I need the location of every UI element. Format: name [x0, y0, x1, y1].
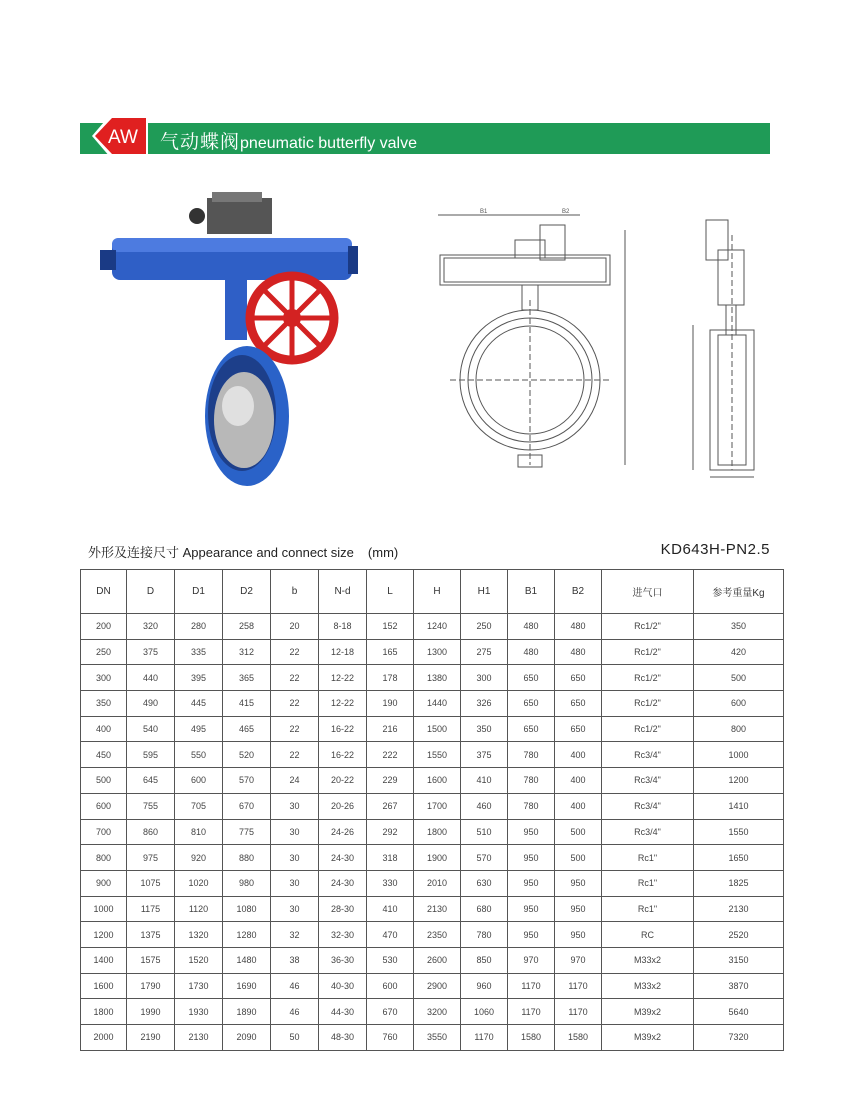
table-cell: 1120: [175, 896, 223, 922]
table-cell: 20-22: [319, 768, 367, 794]
table-cell: 30: [271, 845, 319, 871]
table-cell: 2130: [175, 1025, 223, 1051]
table-cell: 250: [461, 614, 508, 640]
table-cell: 1280: [223, 922, 271, 948]
table-cell: 2520: [694, 922, 784, 948]
table-cell: 275: [461, 639, 508, 665]
table-cell: 650: [555, 691, 602, 717]
table-cell: M33x2: [602, 947, 694, 973]
column-header: 参考重量Kg: [694, 570, 784, 614]
table-cell: 12-22: [319, 665, 367, 691]
table-row: [81, 819, 784, 845]
table-cell: 2130: [694, 896, 784, 922]
table-cell: 30: [271, 819, 319, 845]
table-cell: M33x2: [602, 973, 694, 999]
table-cell: 1375: [127, 922, 175, 948]
table-cell: 465: [223, 716, 271, 742]
table-cell: 335: [175, 639, 223, 665]
table-cell: 650: [555, 716, 602, 742]
table-cell: 950: [555, 896, 602, 922]
table-cell: 600: [175, 768, 223, 794]
table-cell: 540: [127, 716, 175, 742]
table-cell: 400: [555, 793, 602, 819]
table-cell: 50: [271, 1025, 319, 1051]
table-cell: 1550: [414, 742, 461, 768]
table-cell: 1170: [555, 973, 602, 999]
table-cell: 250: [81, 639, 127, 665]
table-cell: 470: [367, 922, 414, 948]
table-cell: 600: [81, 793, 127, 819]
table-cell: 1175: [127, 896, 175, 922]
table-cell: 510: [461, 819, 508, 845]
table-cell: 1730: [175, 973, 223, 999]
table-heading: [80, 542, 770, 564]
table-cell: 20: [271, 614, 319, 640]
table-cell: 680: [461, 896, 508, 922]
table-cell: 705: [175, 793, 223, 819]
table-cell: 1170: [508, 973, 555, 999]
table-cell: 1200: [81, 922, 127, 948]
table-cell: Rc3/4": [602, 819, 694, 845]
table-cell: 1480: [223, 947, 271, 973]
table-cell: 292: [367, 819, 414, 845]
table-cell: 420: [694, 639, 784, 665]
table-row: [81, 922, 784, 948]
table-cell: 365: [223, 665, 271, 691]
table-cell: 30: [271, 793, 319, 819]
table-cell: Rc3/4": [602, 768, 694, 794]
table-cell: 32: [271, 922, 319, 948]
table-cell: 650: [508, 691, 555, 717]
table-cell: 22: [271, 742, 319, 768]
table-cell: 520: [223, 742, 271, 768]
table-cell: 28-30: [319, 896, 367, 922]
table-cell: 1825: [694, 870, 784, 896]
table-cell: 2900: [414, 973, 461, 999]
table-cell: 2600: [414, 947, 461, 973]
column-header: B1: [508, 570, 555, 614]
table-cell: 300: [81, 665, 127, 691]
table-cell: 1500: [414, 716, 461, 742]
column-header: D1: [175, 570, 223, 614]
table-cell: 1000: [694, 742, 784, 768]
table-cell: 1440: [414, 691, 461, 717]
column-header: DN: [81, 570, 127, 614]
table-cell: 2130: [414, 896, 461, 922]
table-cell: 775: [223, 819, 271, 845]
table-cell: 300: [461, 665, 508, 691]
table-cell: 330: [367, 870, 414, 896]
table-row: [81, 716, 784, 742]
table-cell: 1080: [223, 896, 271, 922]
table-cell: Rc1": [602, 896, 694, 922]
table-cell: 216: [367, 716, 414, 742]
table-cell: 950: [508, 922, 555, 948]
valve-photo: [92, 188, 362, 493]
table-row: [81, 999, 784, 1025]
table-cell: Rc1": [602, 845, 694, 871]
table-cell: 326: [461, 691, 508, 717]
table-cell: M39x2: [602, 1025, 694, 1051]
table-cell: 760: [367, 1025, 414, 1051]
table-cell: 700: [81, 819, 127, 845]
table-cell: 1170: [461, 1025, 508, 1051]
table-cell: 350: [81, 691, 127, 717]
table-cell: 320: [127, 614, 175, 640]
table-cell: 1580: [508, 1025, 555, 1051]
table-row: [81, 665, 784, 691]
table-cell: 1200: [694, 768, 784, 794]
table-cell: 152: [367, 614, 414, 640]
column-header: b: [271, 570, 319, 614]
dimension-table: [80, 569, 784, 1051]
table-cell: 16-22: [319, 742, 367, 768]
table-cell: M39x2: [602, 999, 694, 1025]
table-cell: 22: [271, 691, 319, 717]
table-cell: 1060: [461, 999, 508, 1025]
table-cell: 1240: [414, 614, 461, 640]
table-row: [81, 870, 784, 896]
table-cell: 24-26: [319, 819, 367, 845]
table-cell: 3550: [414, 1025, 461, 1051]
table-cell: 645: [127, 768, 175, 794]
table-cell: 480: [508, 614, 555, 640]
table-cell: 1400: [81, 947, 127, 973]
table-cell: 570: [223, 768, 271, 794]
table-cell: Rc1": [602, 870, 694, 896]
table-cell: 460: [461, 793, 508, 819]
title-english: pneumatic butterfly valve: [240, 135, 417, 152]
table-cell: 950: [508, 819, 555, 845]
table-cell: 30: [271, 896, 319, 922]
table-cell: 1600: [81, 973, 127, 999]
table-cell: 570: [461, 845, 508, 871]
table-cell: 755: [127, 793, 175, 819]
column-header: L: [367, 570, 414, 614]
table-cell: 350: [461, 716, 508, 742]
table-cell: 1075: [127, 870, 175, 896]
table-cell: Rc3/4": [602, 793, 694, 819]
table-cell: 410: [461, 768, 508, 794]
table-cell: 2190: [127, 1025, 175, 1051]
table-cell: 12-18: [319, 639, 367, 665]
table-cell: 450: [81, 742, 127, 768]
column-header: N-d: [319, 570, 367, 614]
table-cell: 950: [508, 870, 555, 896]
aw-badge-label: AW: [108, 127, 138, 148]
column-header: 进气口: [602, 570, 694, 614]
table-cell: 20-26: [319, 793, 367, 819]
table-row: [81, 947, 784, 973]
table-cell: 30: [271, 870, 319, 896]
table-cell: 950: [555, 870, 602, 896]
table-cell: 375: [461, 742, 508, 768]
table-cell: 650: [508, 665, 555, 691]
table-cell: 600: [694, 691, 784, 717]
table-row: [81, 768, 784, 794]
table-cell: 350: [694, 614, 784, 640]
table-row: [81, 1025, 784, 1051]
table-row: [81, 845, 784, 871]
table-cell: 200: [81, 614, 127, 640]
title-chinese: 气动蝶阀: [160, 131, 241, 153]
table-cell: 480: [555, 639, 602, 665]
table-cell: 1020: [175, 870, 223, 896]
svg-text:B2: B2: [562, 209, 570, 215]
table-cell: 1575: [127, 947, 175, 973]
table-cell: 24: [271, 768, 319, 794]
table-cell: 3150: [694, 947, 784, 973]
table-cell: 595: [127, 742, 175, 768]
table-cell: 780: [508, 793, 555, 819]
table-cell: 970: [555, 947, 602, 973]
table-row: [81, 896, 784, 922]
table-caption-text: 外形及连接尺寸 Appearance and connect size: [88, 545, 354, 560]
table-cell: 850: [461, 947, 508, 973]
table-cell: 410: [367, 896, 414, 922]
table-cell: 1320: [175, 922, 223, 948]
table-cell: 530: [367, 947, 414, 973]
table-cell: 780: [508, 742, 555, 768]
table-row: [81, 614, 784, 640]
table-cell: 375: [127, 639, 175, 665]
table-cell: 1170: [555, 999, 602, 1025]
table-cell: 3870: [694, 973, 784, 999]
table-cell: 2090: [223, 1025, 271, 1051]
table-cell: 1990: [127, 999, 175, 1025]
table-cell: 880: [223, 845, 271, 871]
table-cell: 258: [223, 614, 271, 640]
table-cell: 24-30: [319, 845, 367, 871]
table-cell: 46: [271, 973, 319, 999]
table-cell: 178: [367, 665, 414, 691]
table-header-row: [81, 570, 784, 614]
table-cell: 480: [555, 614, 602, 640]
table-cell: 1690: [223, 973, 271, 999]
table-cell: 1300: [414, 639, 461, 665]
table-cell: 44-30: [319, 999, 367, 1025]
table-cell: 970: [508, 947, 555, 973]
front-view-drawing: [430, 200, 635, 475]
table-cell: 40-30: [319, 973, 367, 999]
table-cell: 500: [81, 768, 127, 794]
table-cell: 400: [555, 742, 602, 768]
table-cell: 920: [175, 845, 223, 871]
table-body: [81, 614, 784, 1051]
table-cell: 3200: [414, 999, 461, 1025]
table-cell: 500: [555, 845, 602, 871]
table-row: [81, 742, 784, 768]
table-cell: 1550: [694, 819, 784, 845]
table-cell: 1650: [694, 845, 784, 871]
table-cell: 780: [461, 922, 508, 948]
table-row: [81, 793, 784, 819]
table-cell: 280: [175, 614, 223, 640]
table-cell: 1900: [414, 845, 461, 871]
table-cell: 165: [367, 639, 414, 665]
table-cell: 1410: [694, 793, 784, 819]
table-cell: 400: [555, 768, 602, 794]
table-cell: 48-30: [319, 1025, 367, 1051]
table-cell: 7320: [694, 1025, 784, 1051]
table-cell: 267: [367, 793, 414, 819]
table-cell: 318: [367, 845, 414, 871]
table-cell: 1930: [175, 999, 223, 1025]
table-cell: 670: [223, 793, 271, 819]
table-cell: 630: [461, 870, 508, 896]
table-cell: 12-22: [319, 691, 367, 717]
table-cell: 500: [694, 665, 784, 691]
table-cell: 960: [461, 973, 508, 999]
table-cell: 650: [508, 716, 555, 742]
table-cell: 222: [367, 742, 414, 768]
table-unit: (mm): [367, 545, 399, 560]
table-cell: 1580: [555, 1025, 602, 1051]
table-cell: 1800: [81, 999, 127, 1025]
table-cell: 2010: [414, 870, 461, 896]
column-header: B2: [555, 570, 602, 614]
page-title: [160, 127, 417, 154]
table-cell: 500: [555, 819, 602, 845]
column-header: D2: [223, 570, 271, 614]
table-cell: 1790: [127, 973, 175, 999]
model-number: KD643H-PN2.5: [660, 541, 770, 558]
table-row: [81, 691, 784, 717]
table-cell: 480: [508, 639, 555, 665]
table-cell: 5640: [694, 999, 784, 1025]
table-cell: 1890: [223, 999, 271, 1025]
table-cell: 495: [175, 716, 223, 742]
aw-badge: [86, 113, 150, 159]
table-cell: 38: [271, 947, 319, 973]
table-cell: Rc1/2": [602, 614, 694, 640]
table-cell: 950: [508, 896, 555, 922]
table-cell: 36-30: [319, 947, 367, 973]
table-cell: 22: [271, 665, 319, 691]
table-row: [81, 973, 784, 999]
table-cell: 22: [271, 716, 319, 742]
table-cell: 900: [81, 870, 127, 896]
table-cell: 190: [367, 691, 414, 717]
table-cell: 1170: [508, 999, 555, 1025]
table-cell: 800: [694, 716, 784, 742]
table-cell: 550: [175, 742, 223, 768]
table-cell: 1700: [414, 793, 461, 819]
table-cell: 600: [367, 973, 414, 999]
column-header: H: [414, 570, 461, 614]
table-cell: Rc3/4": [602, 742, 694, 768]
table-cell: 810: [175, 819, 223, 845]
table-cell: 229: [367, 768, 414, 794]
table-cell: 395: [175, 665, 223, 691]
table-cell: 1600: [414, 768, 461, 794]
table-cell: 650: [555, 665, 602, 691]
table-cell: 46: [271, 999, 319, 1025]
table-cell: 440: [127, 665, 175, 691]
table-cell: 980: [223, 870, 271, 896]
table-cell: 312: [223, 639, 271, 665]
table-cell: 32-30: [319, 922, 367, 948]
table-cell: 415: [223, 691, 271, 717]
table-cell: 2000: [81, 1025, 127, 1051]
table-cell: 2350: [414, 922, 461, 948]
table-cell: 1000: [81, 896, 127, 922]
table-cell: 950: [508, 845, 555, 871]
column-header: H1: [461, 570, 508, 614]
table-cell: RC: [602, 922, 694, 948]
table-cell: 445: [175, 691, 223, 717]
table-cell: 16-22: [319, 716, 367, 742]
table-cell: Rc1/2": [602, 691, 694, 717]
table-cell: 800: [81, 845, 127, 871]
table-cell: 8-18: [319, 614, 367, 640]
svg-text:B1: B1: [480, 209, 488, 215]
table-cell: 860: [127, 819, 175, 845]
table-cell: 950: [555, 922, 602, 948]
table-cell: 22: [271, 639, 319, 665]
table-cell: 975: [127, 845, 175, 871]
column-header: D: [127, 570, 175, 614]
table-cell: Rc1/2": [602, 639, 694, 665]
table-cell: 24-30: [319, 870, 367, 896]
table-row: [81, 639, 784, 665]
table-cell: Rc1/2": [602, 716, 694, 742]
table-cell: 1800: [414, 819, 461, 845]
table-cell: 1520: [175, 947, 223, 973]
table-cell: Rc1/2": [602, 665, 694, 691]
table-cell: 490: [127, 691, 175, 717]
table-caption: [88, 542, 398, 561]
side-view-drawing: [688, 215, 760, 480]
table-cell: 780: [508, 768, 555, 794]
table-cell: 1380: [414, 665, 461, 691]
table-cell: 670: [367, 999, 414, 1025]
table-cell: 400: [81, 716, 127, 742]
